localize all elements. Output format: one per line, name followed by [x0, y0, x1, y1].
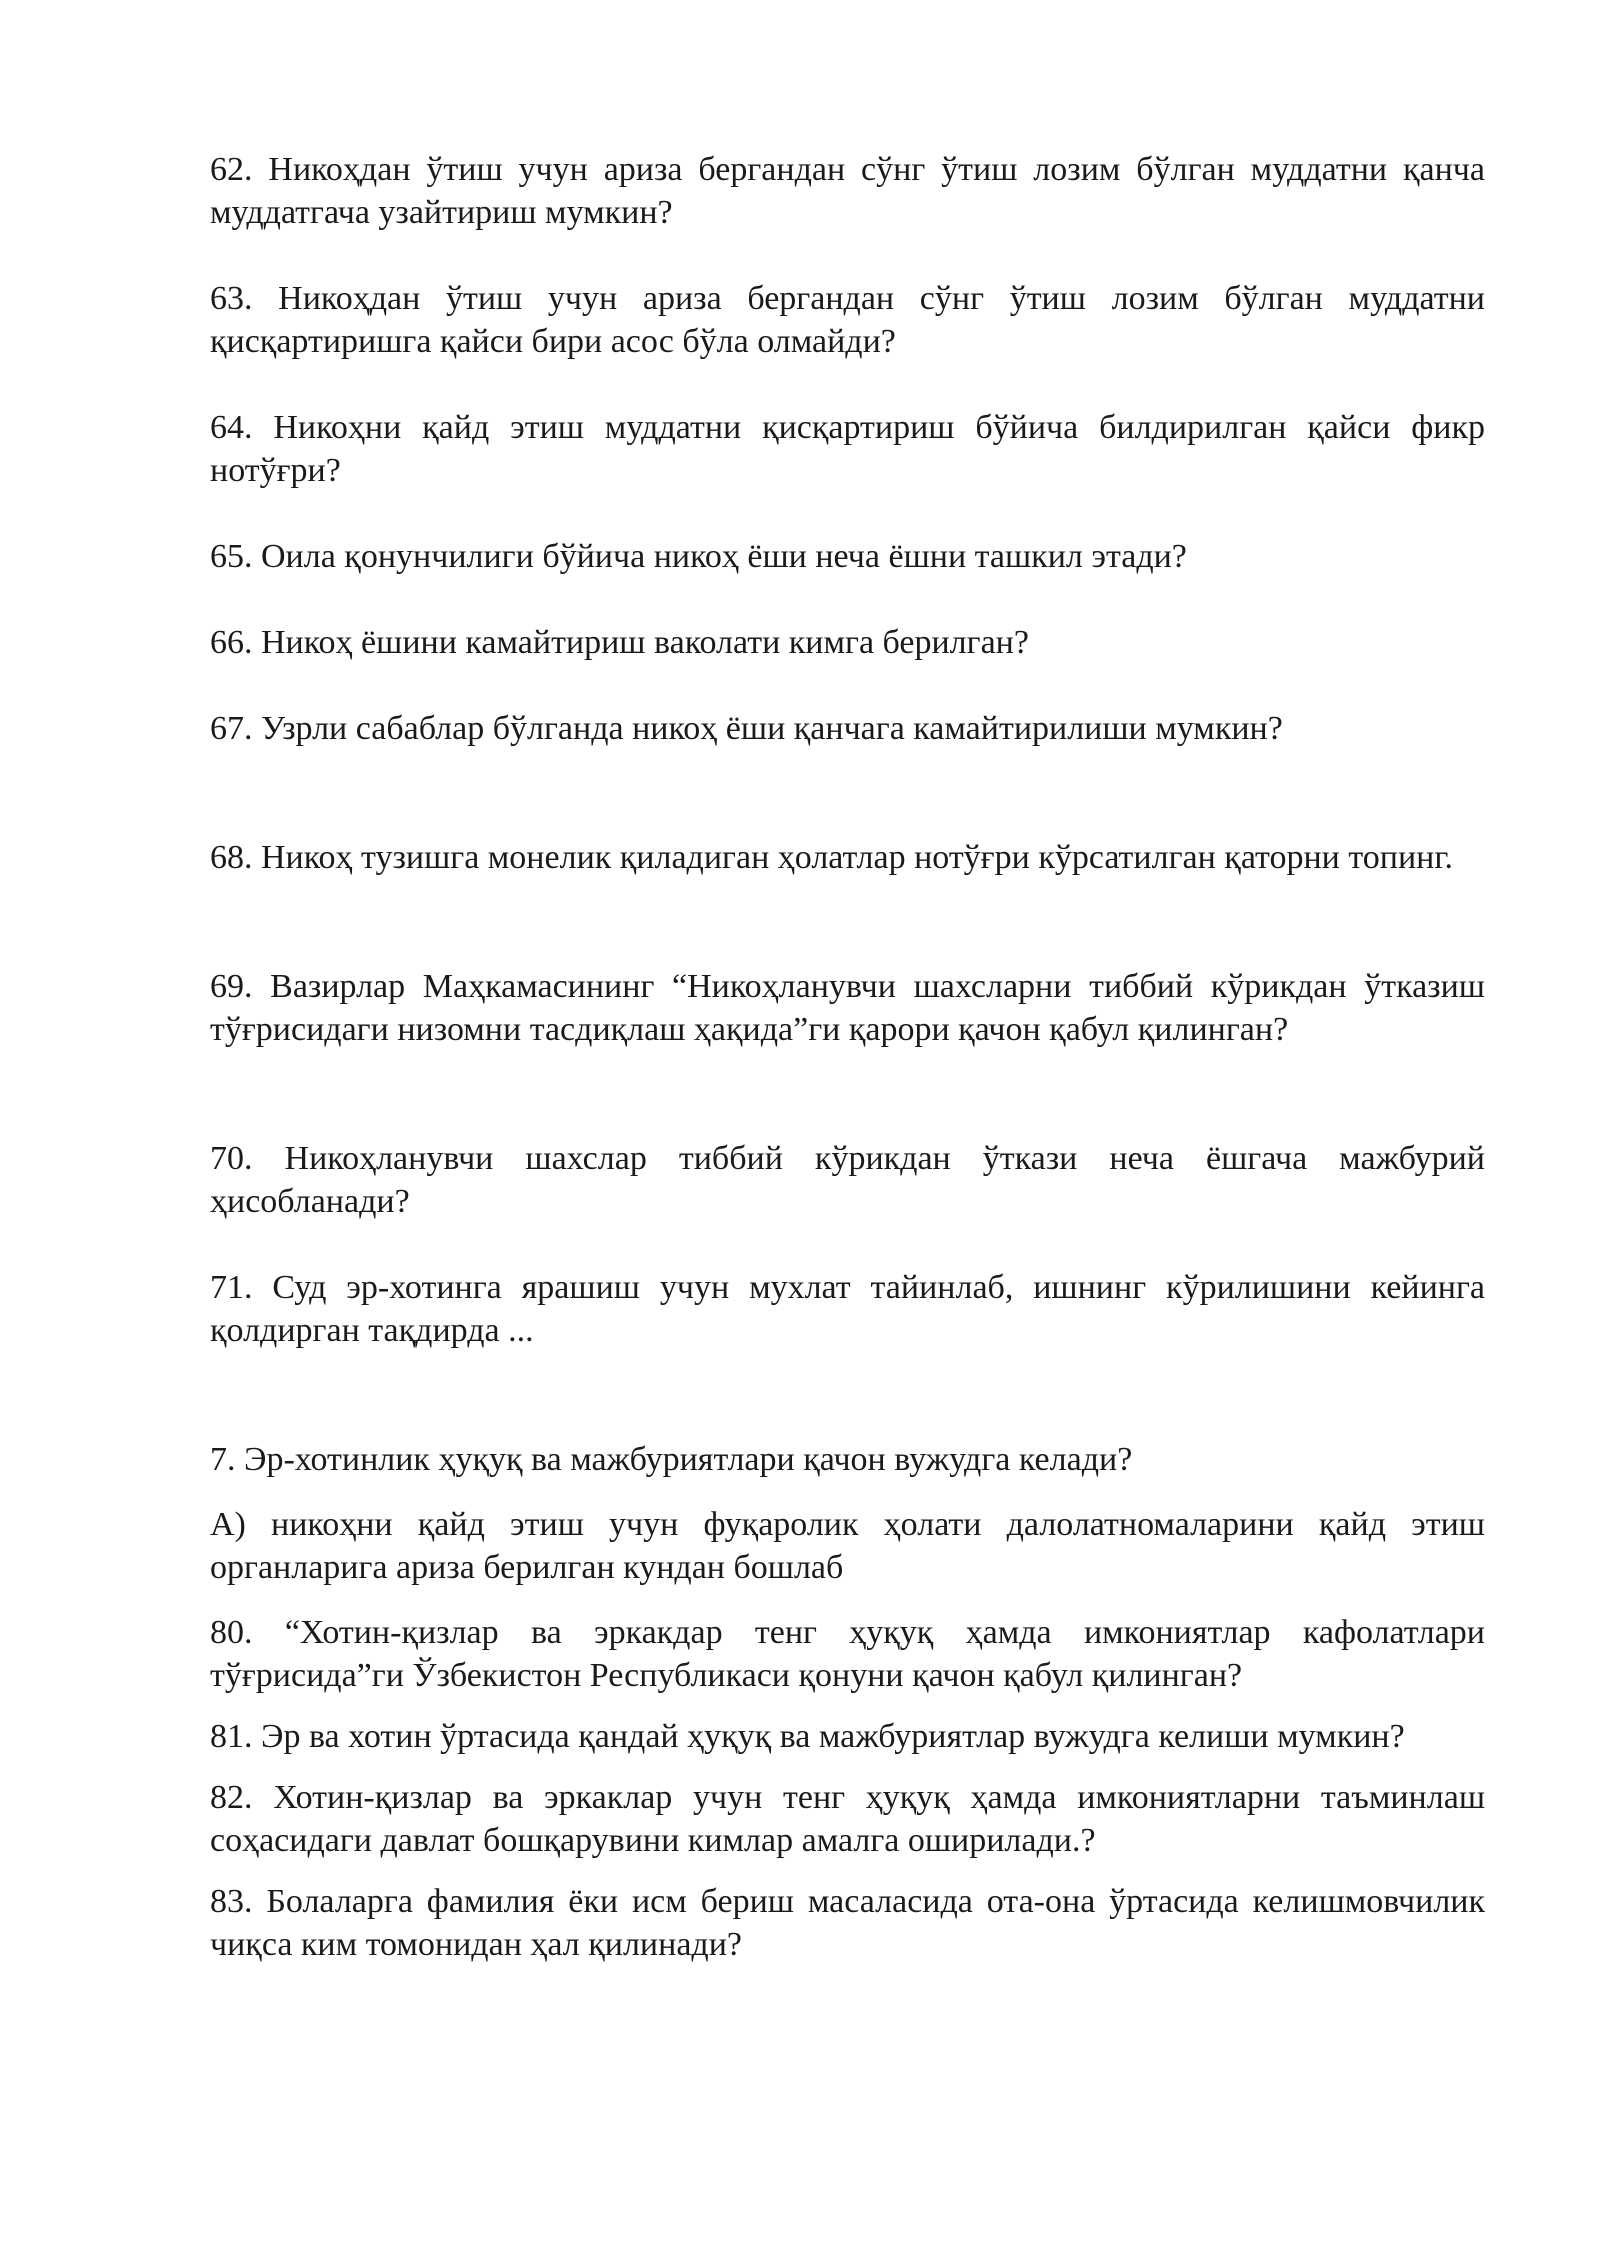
- question-80: 80. “Хотин-қизлар ва эркакдар тенг ҳуқуқ ҳамда имкониятлар кафолатлари тўғрисида”ги Ўзбекистон Республикаси қонуни қачон қабул қилинган?: [210, 1614, 1485, 1694]
- question-82: 82. Хотин-қизлар ва эркаклар учун тенг ҳуқуқ ҳамда имкониятларни таъминлаш соҳасидаги давлат бошқарувини кимлар амалга оширилади.?: [210, 1779, 1485, 1859]
- question-68: 68. Никоҳ тузишга монелик қиладиган ҳолатлар нотўғри кўрсатилган қаторни топинг.: [210, 839, 1453, 876]
- question-81: 81. Эр ва хотин ўртасида қандай ҳуқуқ ва мажбуриятлар вужудга келиши мумкин?: [210, 1718, 1405, 1755]
- question-66: 66. Никоҳ ёшини камайтириш ваколати кимга берилган?: [210, 624, 1029, 661]
- question-62: 62. Никоҳдан ўтиш учун ариза бергандан сўнг ўтиш лозим бўлган муддатни қанча муддатгача узайтириш мумкин?: [210, 151, 1485, 231]
- question-83: 83. Болаларга фамилия ёки исм бериш масаласида ота-она ўртасида келишмовчилик чиқса ким томонидан ҳал қилинади?: [210, 1883, 1485, 1963]
- answer-7a: A) никоҳни қайд этиш учун фуқаролик ҳолати далолатномаларини қайд этиш органларига ариза берилган кундан бошлаб: [210, 1506, 1485, 1586]
- question-65: 65. Оила қонунчилиги бўйича никоҳ ёши неча ёшни ташкил этади?: [210, 538, 1187, 575]
- question-69: 69. Вазирлар Маҳкамасининг “Никоҳланувчи шахсларни тиббий кўрикдан ўтказиш тўғрисидаги низомни тасдиқлаш ҳақида”ги қарори қачон қабул қилинган?: [210, 968, 1485, 1048]
- question-70: 70. Никоҳланувчи шахслар тиббий кўрикдан ўткази неча ёшгача мажбурий ҳисобланади?: [210, 1140, 1485, 1220]
- question-63: 63. Никоҳдан ўтиш учун ариза бергандан сўнг ўтиш лозим бўлган муддатни қисқартиришга қайси бири асос бўла олмайди?: [210, 280, 1485, 360]
- question-7: 7. Эр-хотинлик ҳуқуқ ва мажбуриятлари қачон вужудга келади?: [210, 1441, 1133, 1478]
- document-page: [210, 148, 1485, 1966]
- question-64: 64. Никоҳни қайд этиш муддатни қисқартириш бўйича билдирилган қайси фикр нотўғри?: [210, 409, 1485, 489]
- question-71: 71. Суд эр-хотинга ярашиш учун мухлат тайинлаб, ишнинг кўрилишини кейинга қолдирган тақдирда ...: [210, 1269, 1485, 1349]
- question-67: 67. Узрли сабаблар бўлганда никоҳ ёши қанчага камайтирилиши мумкин?: [210, 710, 1283, 747]
